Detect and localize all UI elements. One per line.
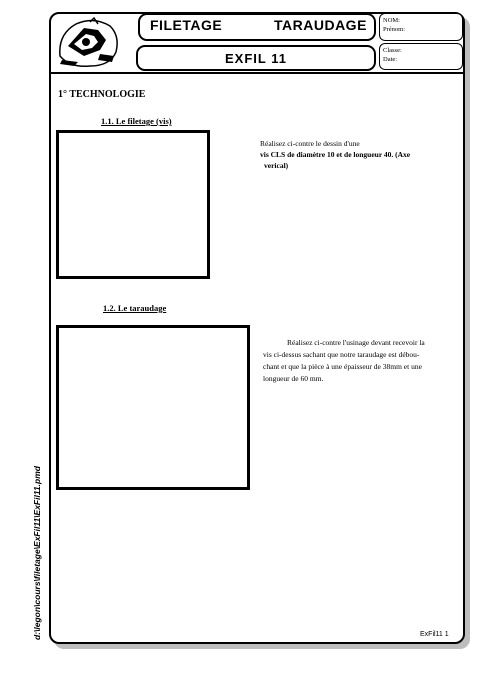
part1-line3: verical) bbox=[264, 161, 289, 170]
title-taraudage: TARAUDAGE bbox=[274, 17, 367, 33]
logo-illustration bbox=[54, 16, 122, 70]
part1-heading: 1.1. Le filetage (vis) bbox=[101, 116, 172, 126]
subtitle-box bbox=[136, 45, 376, 71]
section-heading: 1° TECHNOLOGIE bbox=[58, 89, 146, 100]
part2-line3: chant et que la pièce à une épaisseur de 38mm et une bbox=[263, 362, 422, 371]
part2-line2: vis ci-dessus sachant que notre taraudage est débou- bbox=[263, 350, 420, 359]
part1-line1: Réalisez ci-contre le dessin d'une bbox=[260, 139, 360, 148]
subtitle-exfil: EXFIL 11 bbox=[225, 51, 287, 66]
part2-line4: longueur de 60 mm. bbox=[263, 374, 324, 383]
page-footer: ExFil11 1 bbox=[420, 631, 449, 638]
file-path-label: d:\legon\cours\filetage\ExFil11\ExFil11.pmd bbox=[32, 466, 42, 640]
title-filetage: FILETAGE bbox=[150, 17, 223, 33]
prenom-label: Prénom: bbox=[383, 26, 406, 33]
part1-line2: vis CLS de diamètre 10 et de longueur 40. (Axe bbox=[260, 150, 411, 159]
title-box bbox=[138, 13, 376, 41]
date-label: Date: bbox=[383, 56, 398, 63]
part2-line1: Réalisez ci-contre l'usinage devant recevoir la bbox=[287, 338, 425, 347]
nom-label: NOM: bbox=[383, 17, 400, 24]
part2-heading: 1.2. Le taraudage bbox=[103, 303, 167, 313]
classe-label: Classe: bbox=[383, 47, 402, 54]
identity-box bbox=[379, 13, 463, 41]
drawing-area-vis[interactable] bbox=[56, 130, 210, 279]
class-box bbox=[379, 43, 463, 70]
drawing-area-taraudage[interactable] bbox=[56, 325, 250, 490]
